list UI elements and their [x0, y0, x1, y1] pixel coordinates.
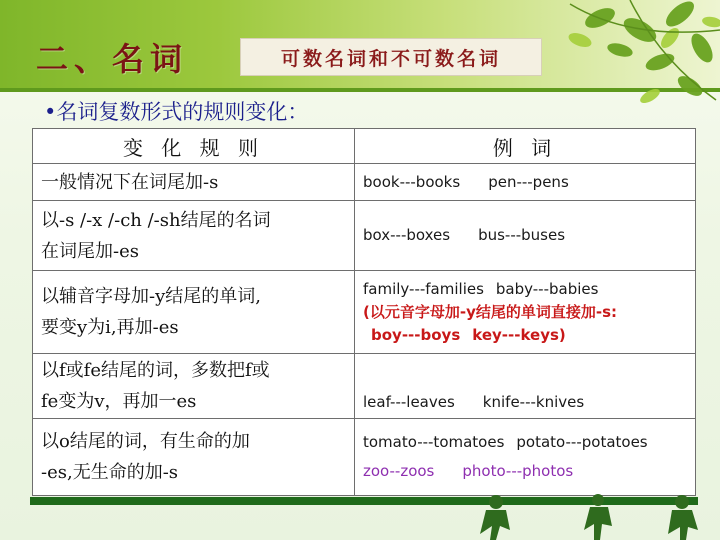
- rule-line: 一般情况下在词尾加-s: [41, 171, 219, 193]
- example-cell: [355, 419, 696, 496]
- example-word: family---families: [363, 279, 484, 298]
- example-cell: [355, 164, 696, 201]
- example-word: potato---potatoes: [516, 433, 648, 451]
- example-cell: [355, 271, 696, 354]
- note-example: boy---boys: [371, 325, 461, 344]
- table-row: [33, 419, 696, 496]
- subtitle-label: 可数名词和不可数名词: [240, 38, 542, 76]
- example-word: knife---knives: [482, 393, 585, 411]
- rule-line: 在词尾加-es: [41, 240, 139, 262]
- rule-line: 以o结尾的词，有生命的加: [41, 431, 250, 452]
- column-header-rule: 变 化 规 则: [33, 129, 355, 164]
- rule-cell: [33, 201, 355, 271]
- table-header-row: [33, 129, 696, 164]
- example-cell: [355, 201, 696, 271]
- vowel-y-note: (以元音字母加-y结尾的单词直接加-s:: [363, 302, 618, 321]
- section-title: 二、名词: [36, 40, 189, 78]
- table-row: [33, 201, 696, 271]
- rule-line: 以-s /-x /-ch /-sh结尾的名词: [41, 209, 271, 231]
- example-cell: [355, 354, 696, 419]
- example-word: book---books: [363, 172, 461, 191]
- rule-cell: [33, 164, 355, 201]
- rule-cell: [33, 354, 355, 419]
- table-row: [33, 271, 696, 354]
- example-word: baby---babies: [495, 279, 599, 298]
- children-figures-decoration: [460, 490, 720, 540]
- bullet-heading: •名词复数形式的规则变化：: [44, 100, 309, 124]
- column-header-example: 例 词: [355, 129, 696, 164]
- rule-line: 以f或fe结尾的词，多数把f或: [41, 360, 270, 381]
- rule-cell: [33, 419, 355, 496]
- example-word: photo---photos: [462, 462, 574, 480]
- rule-cell: [33, 271, 355, 354]
- rule-line: -es,无生命的加-s: [41, 462, 179, 483]
- example-word: pen---pens: [488, 172, 569, 191]
- rule-line: fe变为v，再加一es: [41, 391, 197, 412]
- rule-line: 要变y为i,再加-es: [41, 317, 179, 338]
- table-row: [33, 164, 696, 201]
- example-word: box---boxes: [363, 226, 451, 244]
- example-word: bus---buses: [478, 226, 566, 244]
- note-example: key---keys): [472, 325, 566, 344]
- example-word: leaf---leaves: [363, 393, 455, 411]
- table-row: [33, 354, 696, 419]
- example-word: zoo--zoos: [363, 462, 435, 480]
- plural-rules-table: [32, 128, 696, 496]
- example-word: tomato---tomatoes: [363, 433, 505, 451]
- rule-line: 以辅音字母加-y结尾的单词,: [41, 286, 261, 307]
